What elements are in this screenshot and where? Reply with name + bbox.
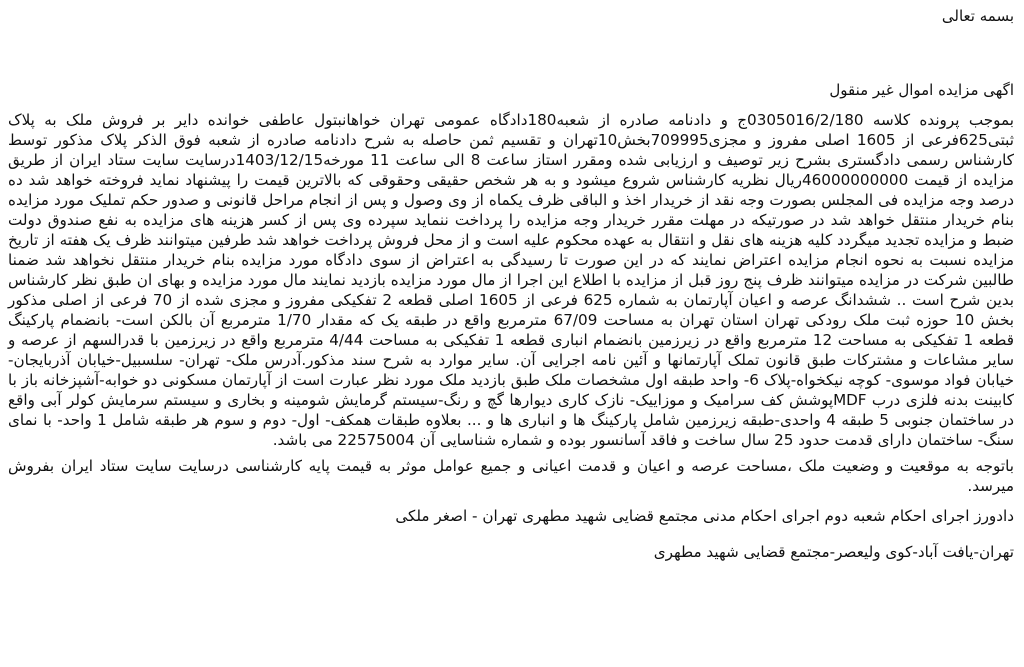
notice-closing-paragraph: باتوجه به موقعیت و وضعیت ملک ،مساحت عرصه و اعیان و قدمت اعیانی و جمیع عوامل موثر به قیمت پایه کارشناسی درسایت سایت ستاد ایران بفروش میرسد. bbox=[8, 457, 1014, 495]
basmala-heading: بسمه تعالی bbox=[941, 7, 1014, 25]
signature-line: دادورز اجرای احکام شعبه دوم اجرای احکام مدنی مجتمع قضایی شهید مطهری تهران - اصغر ملکی bbox=[395, 507, 1014, 525]
notice-title: اگهی مزایده اموال غیر منقول bbox=[829, 81, 1014, 99]
notice-body-paragraph: بموجب پرونده کلاسه 0305016/2/180ج و دادنامه صادره از شعبه180دادگاه عمومی تهران خواهانبتول عاطفی خوانده دایر بر فروش ملک به پلاک ثبتی625فرعی از 1605 اصلی مفروز و مجزی709995بخش10تهران و تقسیم ثمن حاصله به شرح دادنامه صادره از شعبه فوق الذکر پلاک مذکور توسط کارشناس رسمی دادگستری بشرح زیر توصیف و ارزیابی شده ومقرر استاز ساعت 8 الی ساعت 11 مورخه1403/12/15درسایت سایت ستاد ایران از طریق مزایده از قیمت 46000000000ریال نظریه کارشناس شروع میشود و به هر شخص حقیقی وحقوقی که بالاترین قیمت را پیشنهاد نماید فروخته خواهد شد ده درصد وجه مزایده فی المجلس بصورت وجه نقد از خریدار اخذ و الباقی ظرف یکماه از وی وصول و پس از انجام مراحل قانونی و صدور حکم تملیک مورد مزایده بنام خریدار منتقل خواهد شد در صورتیکه در مهلت مقرر خریدار وجه مزایده را پرداخت ننماید سپرده وی پس از کسر هزینه های مزایده به نفع صندوق دولت ضبط و مزایده تجدید میگردد کلیه هزینه های نقل و انتقال به عهده محکوم علیه است و از محل فروش پرداخت خواهد شد طرفین میتوانند ظرف یک هفته از تاریخ مزایده نسبت به نحوه انجام مزایده اعتراض نمایند که در این صورت تا رسیدگی به اعتراض از سوی دادگاه مورد مزایده بنام خریدار منتقل نخواهد شد ضمنا طالبین شرکت در مزایده میتوانند ظرف پنج روز قبل از مزایده با اطلاع این اجرا از مال مورد مزایده بازدید نمایند مال مورد مزایده و بهای ان طبق نظر کارشناس بدین شرح است .. ششدانگ عرصه و اعیان آپارتمان به شماره 625 فرعی از 1605 اصلی قطعه 2 تفکیکی مفروز و مجزی شده از 70 فرعی از اصلی مذکور بخش 10 حوزه ثبت ملک رودکی تهران استان تهران به مساحت 67/09 مترمربع واقع در طبقه یک که مقدار 1/70 مترمربع آن بالکن است- بانضمام پارکینگ قطعه 1 تفکیکی به مساحت 12 مترمربع واقع در زیرزمین بانضمام انباری قطعه 1 تفکیکی به مساحت 4/44 مترمربع واقع در زیرزمین با قدرالسهم از عرصه و سایر مشاعات و مشترکات طبق قانون تملک آپارتمانها و آئین نامه اجرایی آن. سایر موارد به شرح سند مذکور.آدرس ملک- تهران- سلسبیل-خیابان آذربایجان-خیابان فواد موسوی- کوچه نیکخواه-پلاک 6- واحد طبقه اول مشخصات ملک طبق بازدید ملک مورد نظر عبارت است از آپارتمان مسکونی دو خوابه-آشپزخانه باز با کابینت بدنه فلزی درب MDFپوشش کف سرامیک و موزاییک- نازک کاری دیوارها گچ و رنگ-سیستم گرمایش شومینه و بخاری و سیستم سرمایش کولر آبی واقع در ساختمان جنوبی 5 طبقه 4 واحدی-طبقه زیرزمین شامل پارکینگ ها و انباری ها و ... بعلاوه طبقات همکف- اول- دوم و سوم هر طبقه شامل 1 واحد- با نمای سنگ- ساختمان دارای قدمت حدود 25 سال ساخت و فاقد آسانسور بوده و شماره شناسایی آن 22575004 می باشد. bbox=[8, 111, 1015, 449]
address-line: تهران-یافت آباد-کوی ولیعصر-مجتمع قضایی شهید مطهری bbox=[653, 543, 1014, 561]
